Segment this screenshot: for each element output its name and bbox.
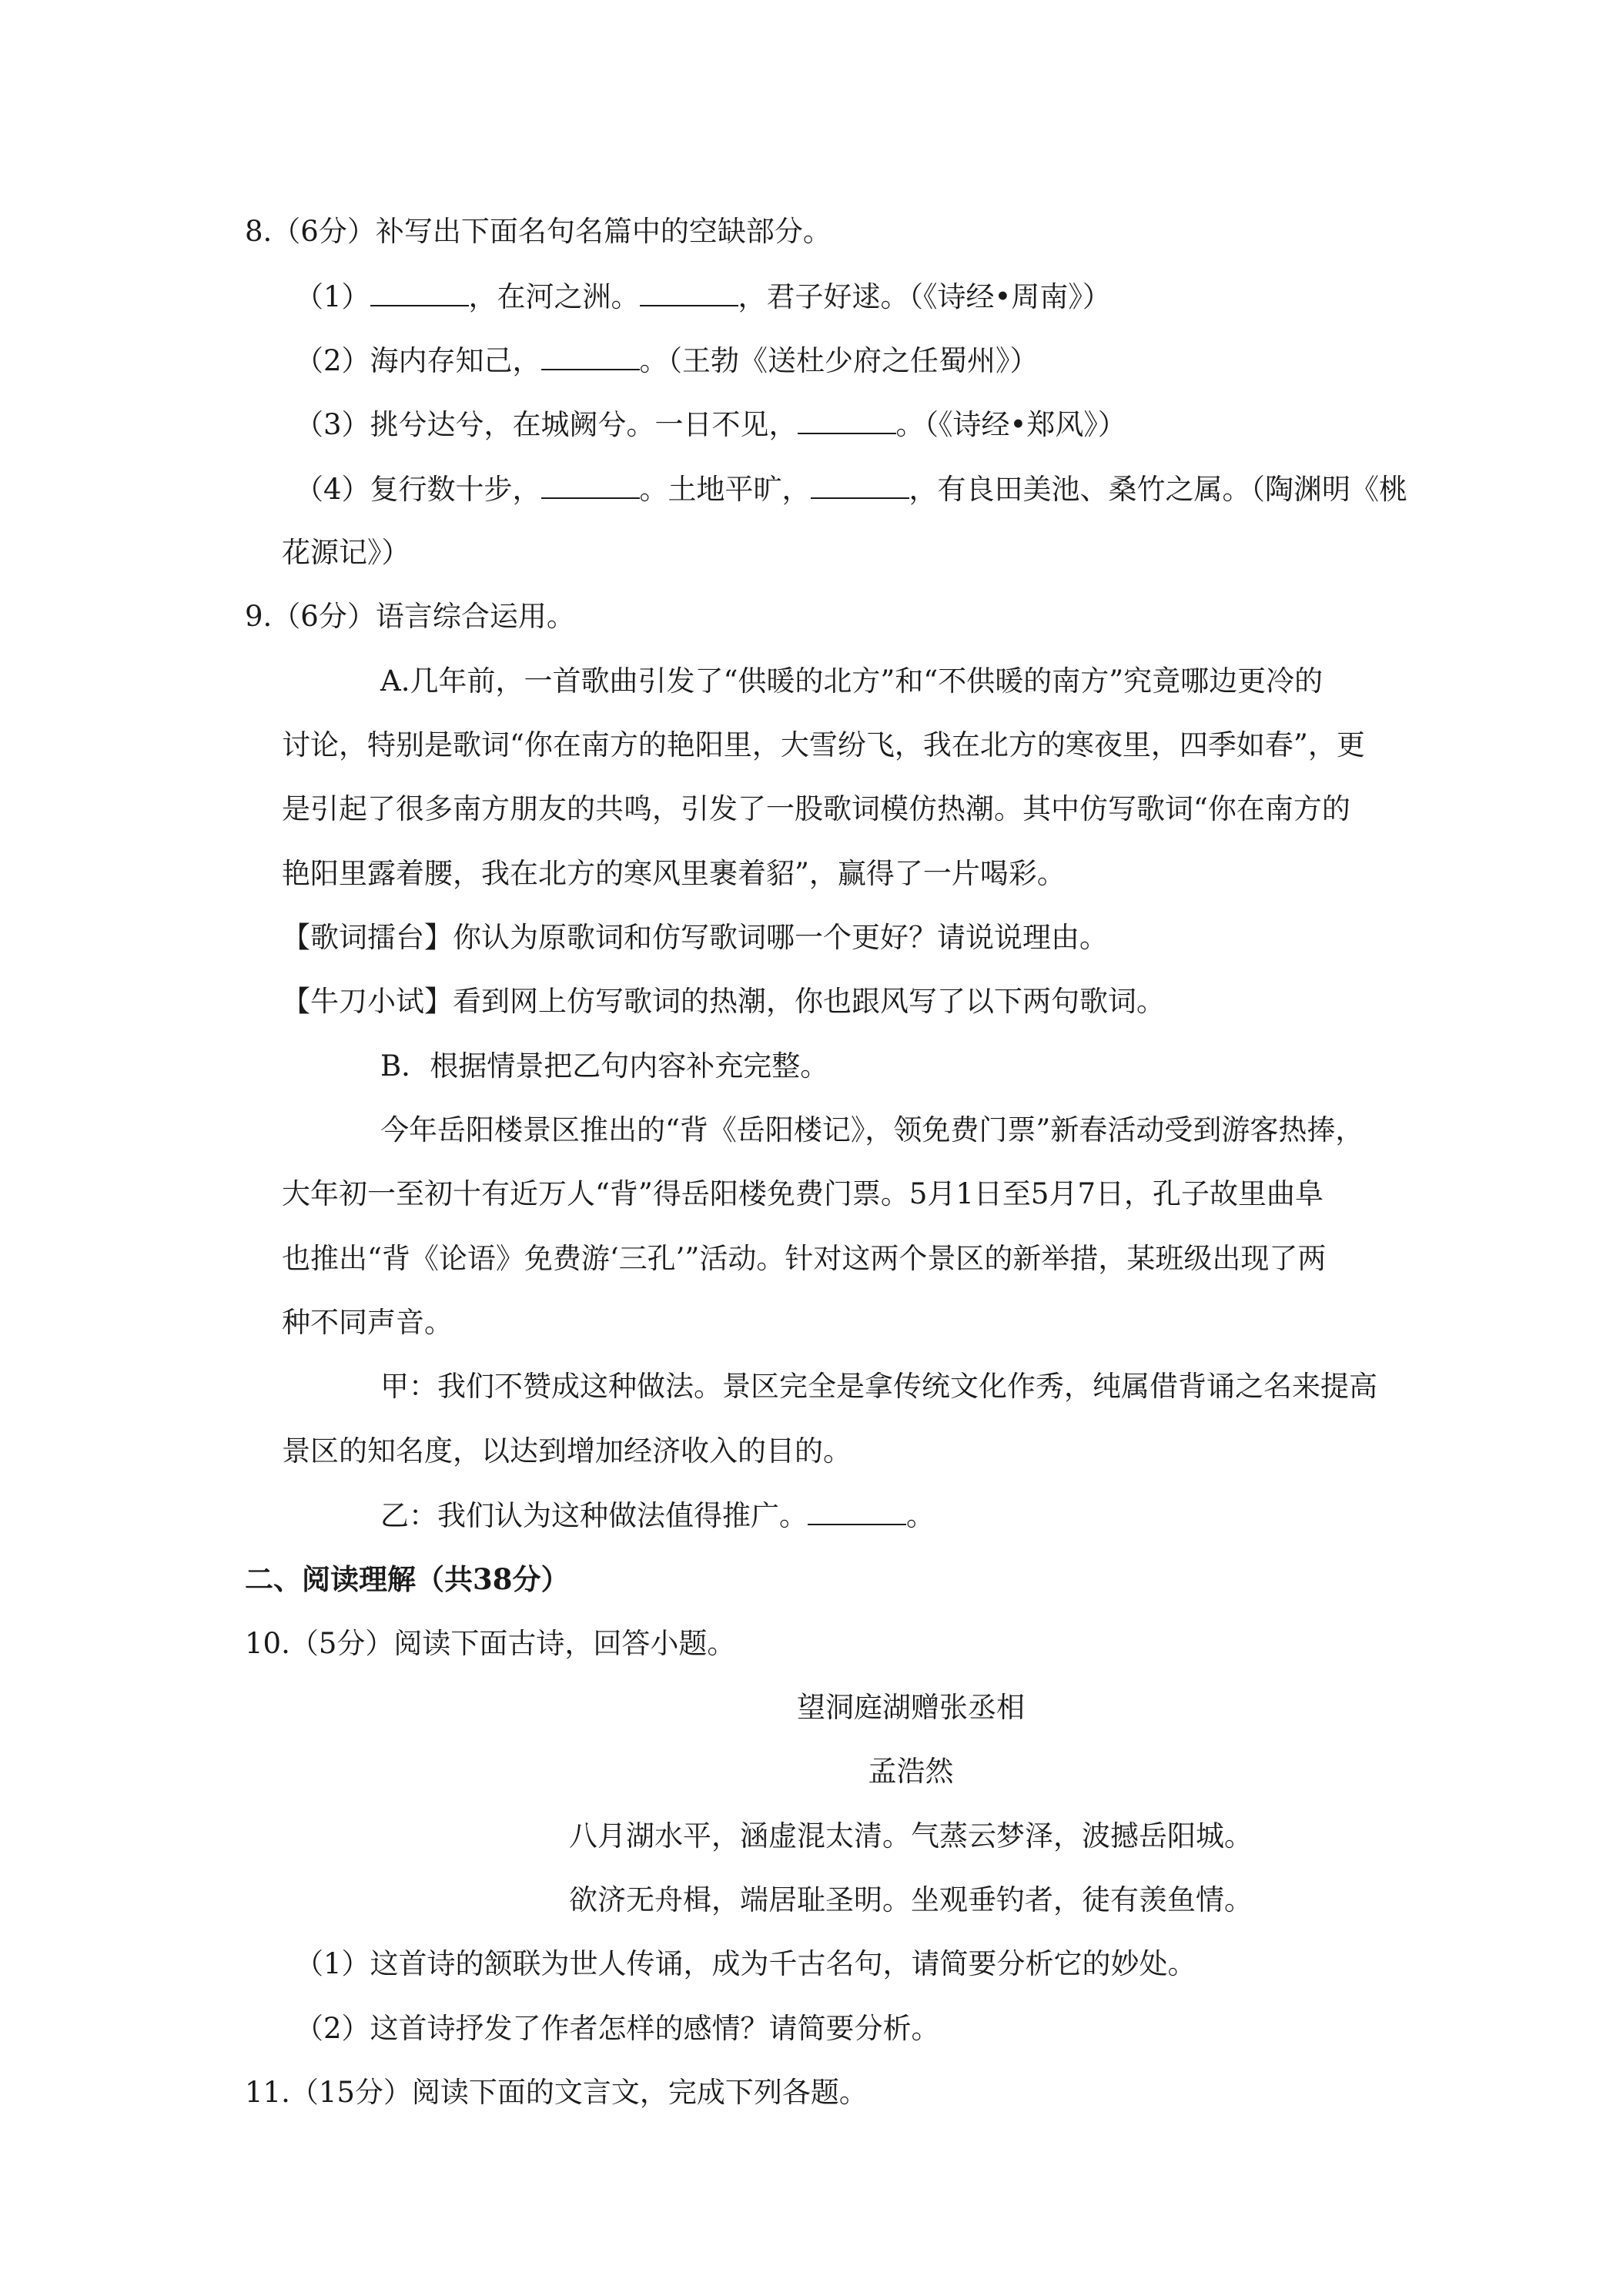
- poem-author: 孟浩然: [868, 1755, 954, 1788]
- answer-blank[interactable]: [640, 277, 738, 306]
- q9-lyrics-arena: 【歌词擂台】你认为原歌词和仿写歌词哪一个更好？请说说理由。: [282, 921, 1108, 954]
- item-number: （4）: [295, 473, 370, 506]
- q9-stem: 9.（6分）语言综合运用。: [245, 600, 575, 633]
- poem-title: 望洞庭湖赠张丞相: [797, 1691, 1025, 1724]
- q9-para-a-line: A.几年前，一首歌曲引发了“供暖的北方”和“不供暖的南方”究竟哪边更冷的: [380, 664, 1323, 698]
- q10-sub-2: （2）这首诗抒发了作者怎样的感情？请简要分析。: [295, 2012, 940, 2045]
- q9-para-b-line: 种不同声音。: [282, 1306, 453, 1339]
- answer-blank[interactable]: [541, 470, 640, 499]
- answer-blank[interactable]: [541, 341, 640, 370]
- q9-para-a-line: 讨论，特别是歌词“你在南方的艳阳里，大雪纷飞，我在北方的寒夜里，四季如春”，更: [282, 728, 1365, 761]
- q8-item-2: （2）海内存知己， 。（王勃《送杜少府之任蜀州》）: [295, 341, 1039, 380]
- q8-item-3: （3）挑兮达兮，在城阙兮。一日不见， 。（《诗经•郑风》）: [295, 405, 1126, 444]
- poem-line: 欲济无舟楫，端居耻圣明。坐观垂钓者，徒有羡鱼情。: [569, 1883, 1253, 1916]
- q9-para-a-line: 艳阳里露着腰，我在北方的寒风里裹着貂”，赢得了一片喝彩。: [282, 857, 1066, 890]
- item-number: （3）: [295, 408, 370, 441]
- q9-jia-line: 景区的知名度，以达到增加经济收入的目的。: [282, 1434, 852, 1468]
- section-2-heading: 二、阅读理解（共38分）: [245, 1562, 570, 1596]
- q9-yi: 乙：我们认为这种做法值得推广。 。: [380, 1496, 935, 1535]
- q9-para-b-line: 大年初一至初十有近万人“背”得岳阳楼免费门票。5月1日至5月7日，孔子故里曲阜: [282, 1177, 1323, 1210]
- q8-stem: 8.（6分）补写出下面名句名篇中的空缺部分。: [245, 215, 832, 248]
- answer-blank[interactable]: [370, 277, 469, 306]
- poem-line: 八月湖水平，涵虚混太清。气蒸云梦泽，波撼岳阳城。: [569, 1819, 1253, 1853]
- item-number: （1）: [295, 280, 370, 313]
- q10-sub-1: （1）这首诗的颔联为世人传诵，成为千古名句，请简要分析它的妙处。: [295, 1947, 1196, 1980]
- q9-part-b-title: B．根据情景把乙句内容补充完整。: [380, 1049, 829, 1083]
- q9-trial: 【牛刀小试】看到网上仿写歌词的热潮，你也跟风写了以下两句歌词。: [282, 985, 1165, 1018]
- q8-item-1: （1） ，在河之洲。 ，君子好逑。（《诗经•周南》）: [295, 277, 1111, 316]
- item-number: （2）: [295, 344, 370, 377]
- q9-jia-line: 甲：我们不赞成这种做法。景区完全是拿传统文化作秀，纯属借背诵之名来提高: [380, 1370, 1377, 1403]
- q8-item-4: （4）复行数十步， 。土地平旷， ，有良田美池、桑竹之属。（陶渊明《桃: [295, 470, 1407, 509]
- q8-item-4-cont: 花源记》）: [282, 536, 410, 569]
- answer-blank[interactable]: [798, 405, 896, 434]
- q9-para-a-line: 是引起了很多南方朋友的共鸣，引发了一股歌词模仿热潮。其中仿写歌词“你在南方的: [282, 792, 1350, 825]
- answer-blank[interactable]: [808, 1496, 906, 1525]
- q9-para-b-line: 今年岳阳楼景区推出的“背《岳阳楼记》，领免费门票”新春活动受到游客热捧，: [380, 1113, 1364, 1146]
- q10-stem: 10.（5分）阅读下面古诗，回答小题。: [245, 1627, 736, 1660]
- q9-para-b-line: 也推出“背《论语》免费游‘三孔’”活动。针对这两个景区的新举措，某班级出现了两: [282, 1242, 1327, 1275]
- answer-blank[interactable]: [811, 470, 909, 499]
- q11-stem: 11.（15分）阅读下面的文言文，完成下列各题。: [245, 2076, 868, 2109]
